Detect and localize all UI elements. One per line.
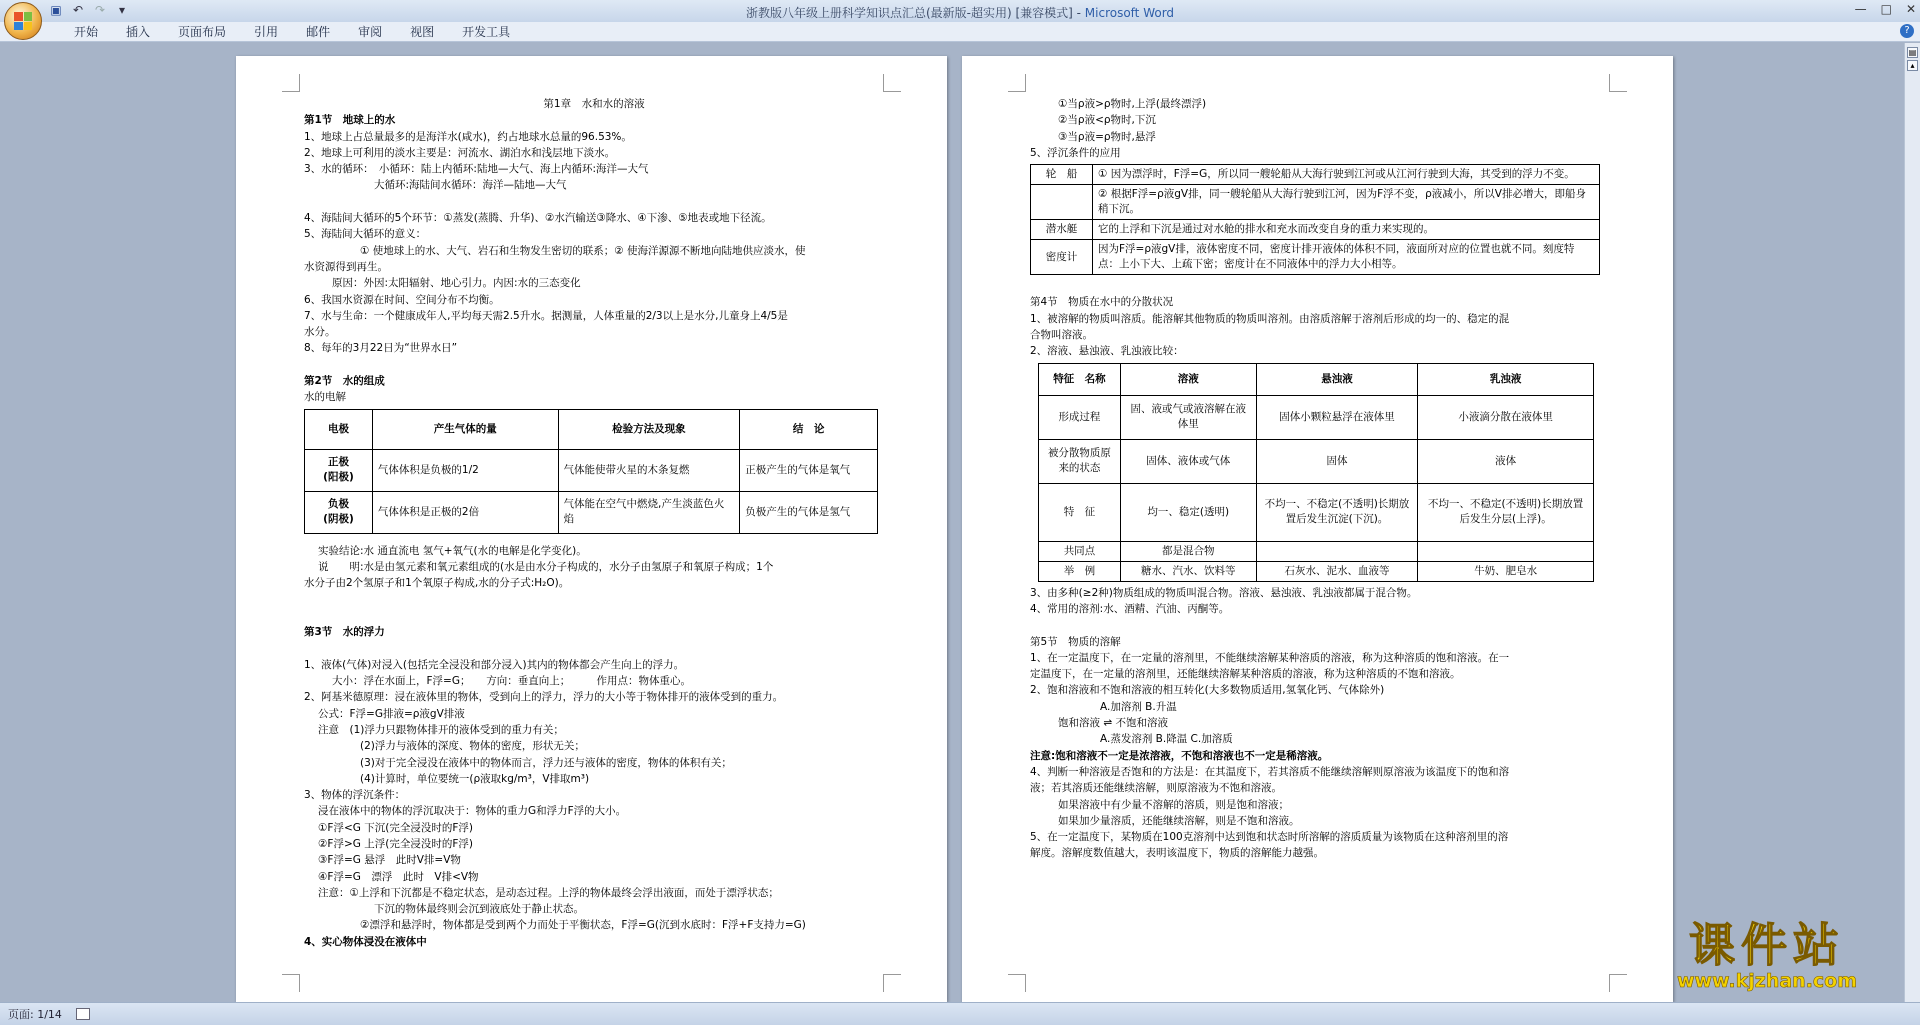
tab-3[interactable]: 引用	[254, 25, 279, 39]
table-cell: 它的上浮和下沉是通过对水舱的排水和充水而改变自身的重力来实现的。	[1093, 220, 1600, 240]
table-cell: 结 论	[740, 409, 878, 449]
doc-line: 大循环:海陆间水循环：海洋—陆地—大气	[374, 179, 567, 192]
doc-line: 如果溶液中有少量不溶解的溶质，则是饱和溶液；	[1058, 798, 1289, 811]
table-cell: 石灰水、泥水、血液等	[1256, 561, 1418, 581]
vertical-scrollbar[interactable]	[1904, 43, 1920, 1002]
status-bar	[0, 1002, 1920, 1025]
doc-line: 浸在液体中的物体的浮沉取决于：物体的重力G和浮力F浮的大小。	[318, 805, 627, 818]
doc-line: 第3节 水的浮力	[304, 626, 385, 639]
doc-line: 2、阿基米德原理：浸在液体里的物体，受到向上的浮力，浮力的大小等于物体排开的液体受到的重力。	[304, 691, 784, 704]
table-cell	[1256, 541, 1418, 561]
document-page-1	[236, 56, 947, 1002]
tab-5[interactable]: 审阅	[358, 25, 383, 39]
table-cell: 产生气体的量	[372, 409, 558, 449]
table-cell: 固体小颗粒悬浮在液体里	[1256, 395, 1418, 439]
doc-line: 4、判断一种溶液是否饱和的方法是：在其温度下，若其溶质不能继续溶解则原溶液为该温度下的饱和溶	[1030, 765, 1510, 778]
watermark-url: www.kjzhan.com	[1676, 970, 1858, 992]
doc-line: 3、物体的浮沉条件：	[304, 789, 406, 802]
doc-line: 第4节 物质在水中的分散状况	[1030, 296, 1174, 309]
doc-line	[304, 194, 884, 210]
office-logo-icon	[14, 12, 32, 30]
doc-line: ②当ρ液<ρ物时,下沉	[1058, 114, 1156, 127]
page-indicator[interactable]: 页面: 1/14	[8, 1008, 62, 1021]
doc-line: ②F浮>G 上浮(完全浸没时的F浮)	[318, 837, 473, 850]
doc-line: 说 明:水是由氢元素和氧元素组成的(水是由水分子构成的，水分子由氢原子和氧原子构成；1个	[318, 560, 774, 573]
doc-line: 2、地球上可利用的淡水主要是：河流水、湖泊水和浅层地下淡水。	[304, 146, 616, 159]
table-cell: ② 根据F浮=ρ液gV排，同一艘轮船从大海行驶到江河，因为F浮不变，ρ液减小，所以V排必增大，即船身稍下沉。	[1093, 185, 1600, 220]
title-bar	[0, 0, 1920, 22]
doc-line: 6、我国水资源在时间、空间分布不均衡。	[304, 293, 500, 306]
doc-line: 原因：外因:太阳辐射、地心引力。内因:水的三态变化	[332, 277, 581, 290]
table-header-row	[1039, 363, 1594, 395]
tab-7[interactable]: 开发工具	[462, 25, 511, 39]
doc-line: 7、水与生命：一个健康成年人,平均每天需2.5升水。据测量，人体重量的2/3以上是水分,儿童身上4/5是	[304, 309, 788, 322]
doc-line: 8、每年的3月22日为“世界水日”	[304, 342, 458, 355]
document-page-2	[962, 56, 1673, 1002]
doc-line	[304, 592, 884, 608]
doc-line: ③F浮=G 悬浮 此时V排=V物	[318, 854, 461, 867]
doc-line: 饱和溶液 ⇌ 不饱和溶液	[1058, 717, 1168, 730]
table-row	[1039, 395, 1594, 439]
doc-line: 水的电解	[304, 391, 346, 404]
doc-line: ③当ρ液=ρ物时,悬浮	[1058, 130, 1156, 143]
doc-line: 定温度下，在一定量的溶剂里，还能继续溶解某种溶质的溶液，称为这种溶质的不饱和溶液。	[1030, 668, 1461, 681]
doc-line: 1、液体(气体)对浸入(包括完全浸没和部分浸入)其内的物体都会产生向上的浮力。	[304, 658, 685, 671]
tab-1[interactable]: 插入	[126, 25, 151, 39]
doc-line: 1、在一定温度下，在一定量的溶剂里，不能继续溶解某种溶质的溶液，称为这种溶质的饱和溶液。在一	[1030, 651, 1510, 664]
tab-2[interactable]: 页面布局	[178, 25, 227, 39]
doc-line: 注意:饱和溶液不一定是浓溶液，不饱和溶液也不一定是稀溶液。	[1030, 749, 1329, 762]
table-cell: 潜水艇	[1031, 220, 1093, 240]
table-cell: 气体能使带火星的木条复燃	[558, 449, 740, 491]
doc-line: ① 使地球上的水、大气、岩石和生物发生密切的联系；② 使海洋源源不断地向陆地供应淡水，使	[360, 244, 806, 257]
table-cell: 固、液或气或液溶解在液体里	[1120, 395, 1256, 439]
table-cell: 小液滴分散在液体里	[1418, 395, 1594, 439]
table-cell: 电极	[305, 409, 373, 449]
watermark-text: 课件站	[1689, 918, 1845, 972]
electrolysis-table	[304, 409, 878, 534]
table-cell: 气体能在空气中燃烧,产生淡蓝色火焰	[558, 491, 740, 533]
undo-icon[interactable]: ↶	[72, 3, 84, 17]
doc-line: 注意 (1)浮力只跟物体排开的液体受到的重力有关；	[318, 723, 564, 736]
window-controls	[1855, 2, 1916, 16]
table-cell: 密度计	[1031, 240, 1093, 275]
table-cell: 负极产生的气体是氢气	[740, 491, 878, 533]
doc-line	[304, 357, 884, 373]
window-title: 浙教版八年级上册科学知识点汇总(最新版-超实用) [兼容模式] - Microsoft Word	[745, 6, 1175, 20]
table-row	[1031, 240, 1600, 275]
table-cell: 气体体积是负极的1/2	[372, 449, 558, 491]
doc-line	[1030, 278, 1610, 294]
doc-line: (3)对于完全浸没在液体中的物体而言，浮力还与液体的密度，物体的体积有关；	[360, 756, 732, 769]
table-cell: 特征 名称	[1039, 363, 1121, 395]
doc-line: 1、地球上占总量最多的是海洋水(咸水)，约占地球水总量的96.53%。	[304, 130, 632, 143]
table-row	[305, 491, 878, 533]
doc-line: 5、在一定温度下，某物质在100克溶剂中达到饱和状态时所溶解的溶质质量为该物质在这种溶剂里的溶	[1030, 831, 1509, 844]
doc-line: 第1节 地球上的水	[304, 114, 396, 127]
doc-line: 水分子由2个氢原子和1个氧原子构成,水的分子式:H₂O)。	[304, 577, 570, 590]
table-cell: 均一、稳定(透明)	[1120, 483, 1256, 541]
help-icon[interactable]: ?	[1900, 24, 1914, 38]
doc-line: 下沉的物体最终则会沉到液底处于静止状态。	[374, 903, 584, 916]
doc-line: 5、海陆间大循环的意义：	[304, 228, 427, 241]
tab-6[interactable]: 视图	[410, 25, 435, 39]
doc-line: A.加溶剂 B.升温	[1100, 700, 1177, 713]
table-row	[1039, 439, 1594, 483]
table-cell: 乳浊液	[1418, 363, 1594, 395]
watermark-logo	[1642, 920, 1892, 1000]
table-cell: 形成过程	[1039, 395, 1121, 439]
doc-line: (2)浮力与液体的深度、物体的密度，形状无关；	[360, 740, 585, 753]
doc-line: 大小：浮在水面上，F浮=G； 方向：垂直向上； 作用点：物体重心。	[332, 675, 691, 688]
doc-line: 4、常用的溶剂:水、酒精、汽油、丙酮等。	[1030, 602, 1230, 615]
doc-line: 水资源得到再生。	[304, 260, 388, 273]
table-cell: 不均一、不稳定(不透明)长期放置后发生分层(上浮)。	[1418, 483, 1594, 541]
doc-line: ①F浮<G 下沉(完全浸没时的F浮)	[318, 821, 473, 834]
ruler-toggle-icon[interactable]: ▤	[1908, 48, 1917, 57]
doc-line: 公式：F浮=G排液=ρ液gV排液	[318, 707, 465, 720]
proofing-icon[interactable]	[76, 1008, 90, 1020]
doc-line: ②漂浮和悬浮时，物体都是受到两个力而处于平衡状态，F浮=G(沉到水底时：F浮+F支持力=G)	[360, 919, 806, 932]
doc-line: 第2节 水的组成	[304, 375, 385, 388]
table-cell: 悬浊液	[1256, 363, 1418, 395]
doc-line: 实验结论:水 通直流电 氢气+氧气(水的电解是化学变化)。	[318, 544, 587, 557]
doc-line: (4)计算时，单位要统一(ρ液取kg/m³，V排取m³)	[360, 772, 590, 785]
table-cell: 液体	[1418, 439, 1594, 483]
redo-icon[interactable]: ↷	[94, 3, 106, 17]
table-cell: 正极产生的气体是氧气	[740, 449, 878, 491]
table-cell: 牛奶、肥皂水	[1418, 561, 1594, 581]
doc-line: 注意：①上浮和下沉都是不稳定状态，是动态过程。上浮的物体最终会浮出液面，而处于漂浮状态；	[318, 886, 779, 899]
table-row	[305, 449, 878, 491]
doc-line: 3、由多种(≥2种)物质组成的物质叫混合物。溶液、悬浊液、乳浊液都属于混合物。	[1030, 586, 1418, 599]
table-cell: 特 征	[1039, 483, 1121, 541]
table-header-row	[305, 409, 878, 449]
doc-line: 水分。	[304, 326, 336, 339]
table-cell: ① 因为漂浮时，F浮=G，所以同一艘轮船从大海行驶到江河或从江河行驶到大海，其受到的浮力不变。	[1093, 165, 1600, 185]
table-row	[1031, 185, 1600, 220]
table-cell	[1418, 541, 1594, 561]
tab-4[interactable]: 邮件	[306, 25, 331, 39]
doc-line: 2、溶液、悬浊液、乳浊液比较：	[1030, 345, 1184, 358]
doc-line: A.蒸发溶剂 B.降温 C.加溶质	[1100, 733, 1233, 746]
doc-line: 4、海陆间大循环的5个环节：①蒸发(蒸腾、升华)、②水汽输送③降水、④下渗、⑤地表或地下径流。	[304, 212, 772, 225]
customize-qat-icon[interactable]: ▾	[118, 3, 126, 17]
buoyancy-application-table	[1030, 164, 1600, 275]
office-button[interactable]	[4, 2, 42, 40]
doc-line	[1030, 617, 1610, 633]
table-cell: 固体、液体或气体	[1120, 439, 1256, 483]
maximize-icon[interactable]: □	[1880, 2, 1892, 16]
doc-line	[304, 608, 884, 624]
doc-line: 3、水的循环： 小循环：陆上内循环:陆地—大气、海上内循环:海洋—大气	[304, 163, 649, 176]
table-cell: 被分散物质原来的状态	[1039, 439, 1121, 483]
table-row	[1039, 541, 1594, 561]
scroll-up-icon[interactable]: ▴	[1907, 60, 1918, 71]
table-cell: 举 例	[1039, 561, 1121, 581]
table-cell: 负极 (阴极)	[305, 491, 373, 533]
table-cell: 因为F浮=ρ液gV排，液体密度不同，密度计排开液体的体积不同，液面所对应的位置也就不同。刻度特点：上小下大、上疏下密；密度计在不同液体中的浮力大小相等。	[1093, 240, 1600, 275]
table-cell: 溶液	[1120, 363, 1256, 395]
doc-line: 如果加少量溶质，还能继续溶解，则是不饱和溶液。	[1058, 814, 1300, 827]
table-cell	[1031, 185, 1093, 220]
minimize-icon[interactable]: —	[1854, 2, 1867, 16]
doc-line: 5、浮沉条件的应用	[1030, 146, 1121, 159]
doc-line: 第5节 物质的溶解	[1030, 635, 1121, 648]
ribbon-tabs	[0, 22, 1920, 42]
table-cell: 糖水、汽水、饮料等	[1120, 561, 1256, 581]
solution-comparison-table	[1038, 363, 1594, 582]
table-cell: 共同点	[1039, 541, 1121, 561]
doc-line: 4、实心物体浸没在液体中	[304, 935, 427, 948]
doc-line: ①当ρ液>ρ物时,上浮(最终漂浮)	[1058, 98, 1207, 110]
table-cell: 气体体积是正极的2倍	[372, 491, 558, 533]
doc-line: ④F浮=G 漂浮 此时 V排<V物	[318, 870, 479, 883]
tab-0[interactable]: 开始	[74, 25, 99, 39]
table-row	[1031, 165, 1600, 185]
table-cell: 不均一、不稳定(不透明)长期放置后发生沉淀(下沉)。	[1256, 483, 1418, 541]
table-row	[1039, 483, 1594, 541]
table-cell: 正极 (阳极)	[305, 449, 373, 491]
doc-line: 液；若其溶质还能继续溶解，则原溶液为不饱和溶液。	[1030, 782, 1282, 795]
table-cell: 检验方法及现象	[558, 409, 740, 449]
table-row	[1039, 561, 1594, 581]
doc-line	[304, 640, 884, 656]
table-cell: 都是混合物	[1120, 541, 1256, 561]
doc-line: 第1章 水和水的溶液	[543, 98, 645, 110]
doc-line: 1、被溶解的物质叫溶质。能溶解其他物质的物质叫溶剂。由溶质溶解于溶剂后形成的均一的、稳定的混	[1030, 312, 1510, 325]
save-icon[interactable]: ▣	[50, 3, 62, 17]
doc-line: 合物叫溶液。	[1030, 329, 1093, 342]
table-cell: 轮 船	[1031, 165, 1093, 185]
close-icon[interactable]: ✕	[1905, 2, 1916, 16]
table-cell: 固体	[1256, 439, 1418, 483]
table-row	[1031, 220, 1600, 240]
doc-line: 2、饱和溶液和不饱和溶液的相互转化(大多数物质适用,氢氧化钙、气体除外)	[1030, 684, 1385, 697]
doc-line: 解度。溶解度数值越大，表明该温度下，物质的溶解能力越强。	[1030, 847, 1324, 860]
